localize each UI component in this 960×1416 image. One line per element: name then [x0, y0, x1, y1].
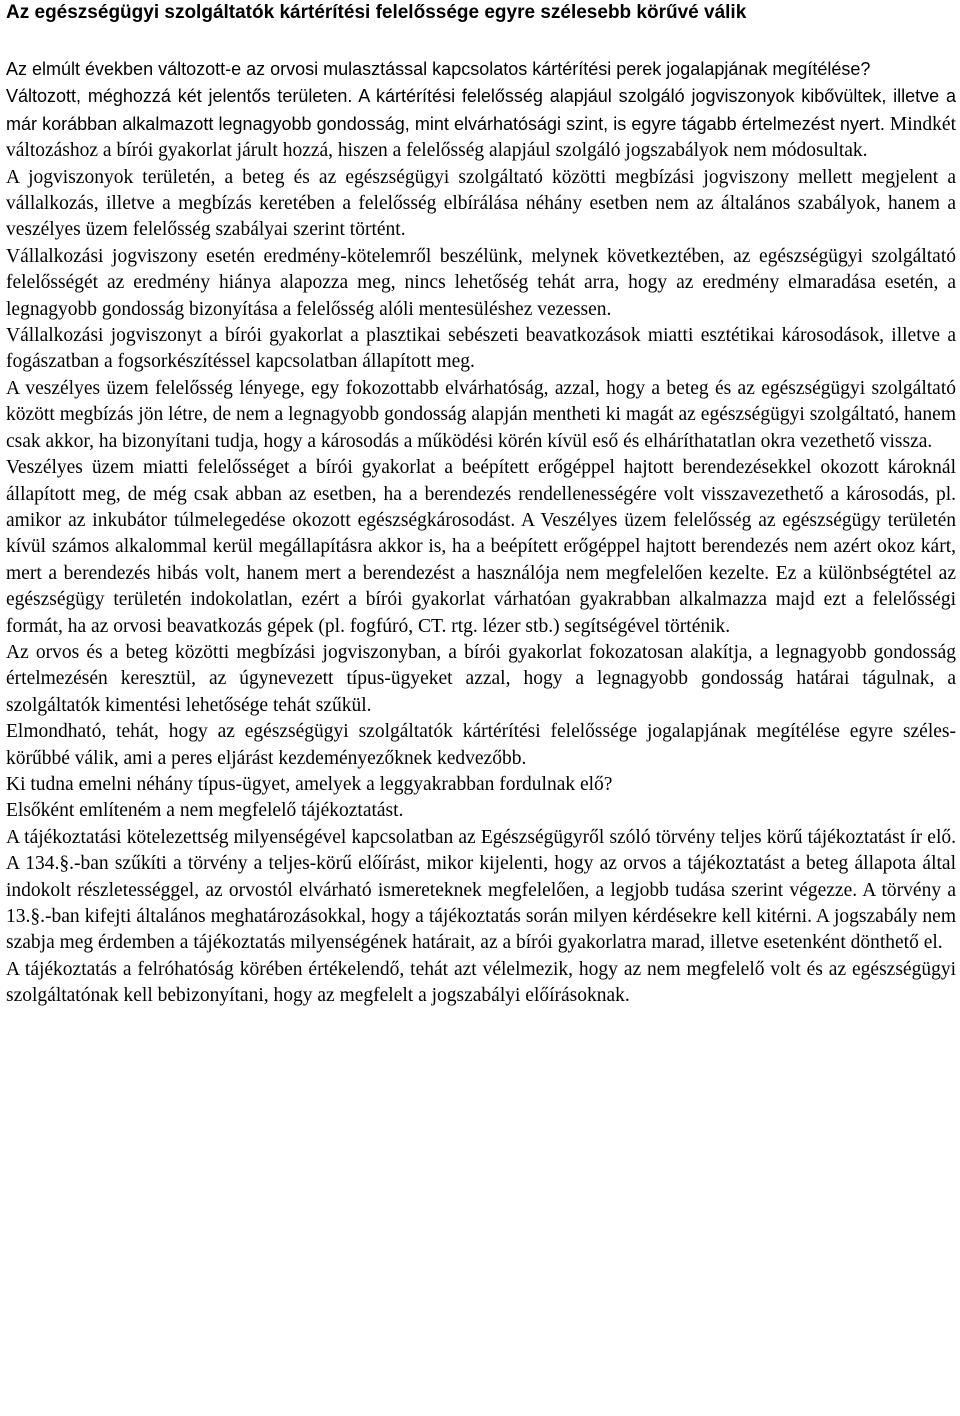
paragraph-text: Elmondható, tehát, hogy az egészségügyi szolgáltatók kártérítési felelőssége jogalapjának megítélése egyre széles-körűbbé válik, ami a peres eljárást kezdeményezőknek kedvezőbb.: [6, 721, 956, 769]
paragraph-text: Az orvos és a beteg közötti megbízási jogviszonyban, a bírói gyakorlat fokozatosan alakítja, a legnagyobb gondosság értelmezésén keresztül, az úgynevezett típus-ügyeket azzal, hogy a legnagyobb gondosság határai tágulnak, a szolgáltatók kimentési lehetősége tehát szűkül.: [6, 641, 956, 716]
paragraph-text: Elsőként említeném a nem megfelelő tájékoztatást.: [6, 800, 404, 822]
paragraph-text: Veszélyes üzem miatti felelősséget a bírói gyakorlat a beépített erőgéppel hajtott berendezésekkel okozott károknál állapított meg, de még csak abban az esetben, ha a berendezés rendellenességére volt visszavezethető a károsodás, pl. amikor az inkubátor túlmelegedése okozott egészségkárosodást. A Veszélyes üzem felelősség az egészségügy területén kívül számos alkalommal kerül megállapításra akkor is, ha a beépített erőgéppel hajtott berendezés nem azért okoz kárt, mert a berendezés hibás volt, hanem mert a berendezést a használója nem megfelelően kezelte. Ez a különbségtétel az egészségügy területén indokolatlan, ezért a bírói gyakorlat várhatóan gyakrabban alkalmazza majd ezt a felelősségi formát, ha az orvosi beavatkozás gépek (pl. fogfúró, CT. rtg. lézer stb.) segítségével történik.: [6, 457, 956, 637]
paragraph-text: A jogviszonyok területén, a beteg és az egészségügyi szolgáltató közötti megbízási jogviszony mellett megjelent a vállalkozás, illetve a megbízás keretében a felelősség elbírálása néhány esetben nem az általános szabályok, hanem a veszélyes üzem felelősség szabályai szerint történt.: [6, 166, 956, 241]
paragraph: [6, 376, 956, 455]
paragraph: [6, 825, 956, 957]
paragraph: [6, 165, 956, 244]
paragraph-text: Az elmúlt években változott-e az orvosi mulasztással kapcsolatos kártérítési perek jogalapjának megítélése?: [6, 59, 871, 79]
paragraph: [6, 719, 956, 772]
paragraph: [6, 455, 956, 640]
paragraph-text: Változott, méghozzá két jelentős területen. A kártérítési felelősség alapjául szolgáló jogviszonyok kibővültek, illetve a már korábban alkalmazott legnagyobb gondosság, mint elvárhatósági szint, is egyre tágabb értelmezést nyert.: [6, 86, 956, 134]
paragraph-text: Ki tudna emelni néhány típus-ügyet, amelyek a leggyakrabban fordulnak elő?: [6, 773, 613, 795]
paragraph-text: A tájékoztatási kötelezettség milyenségével kapcsolatban az Egészségügyről szóló törvény teljes körű tájékoztatást ír elő. A 134.§.-ban szűkíti a törvény a teljes-körű előírást, mikor kijelenti, hogy az orvos a tájékoztatást a beteg állapota által indokolt részletességgel, az orvostól elvárható ismereteknek megfelelően, a legjobb tudása szerint végezze. A törvény a 13.§.-ban kifejti általános meghatározásokkal, hogy a tájékoztatás során milyen kérdésekre kell kitérni. A jogszabály nem szabja meg érdemben a tájékoztatás milyenségének határait, az a bírói gyakorlatra marad, illetve esetenként dönthető el.: [6, 826, 956, 954]
paragraph-text: Vállalkozási jogviszonyt a bírói gyakorlat a plasztikai sebészeti beavatkozások miatti esztétikai károsodások, illetve a fogászatban a fogsorkészítéssel kapcsolatban állapított meg.: [6, 325, 956, 373]
paragraph: [6, 244, 956, 323]
document-page: [6, 0, 956, 1010]
paragraph: [6, 323, 956, 376]
paragraph-question: [6, 772, 956, 798]
paragraph: [6, 957, 956, 1010]
document-title: Az egészségügyi szolgáltatók kártérítési felelőssége egyre szélesebb körűvé válik: [6, 2, 747, 23]
paragraph-answer-intro: [6, 83, 956, 164]
paragraph-text: Mindkét változáshoz a bírói gyakorlat járult hozzá, hiszen a felelősség alapjául szolgáló jogszabályok nem módosultak.: [6, 113, 956, 162]
paragraph-text: Vállalkozási jogviszony esetén eredmény-kötelemről beszélünk, melynek következtében, az egészségügyi szolgáltató felelősségét az eredmény hiánya alapozza meg, nincs lehetőség tehát arra, hogy az eredmény elmaradása esetén, a legnagyobb gondosság bizonyítása a felelősség alóli mentesüléshez vezessen.: [6, 245, 956, 320]
paragraph-text: A veszélyes üzem felelősség lényege, egy fokozottabb elvárhatóság, azzal, hogy a beteg és az egészségügyi szolgáltató között megbízás jön létre, de nem a legnagyobb gondosság alapján mentheti ki magát az egészségügyi szolgáltató, hanem csak akkor, ha bizonyítani tudja, hogy a károsodás a működési körén kívül eső és elháríthatatlan okra vezethető vissza.: [6, 377, 956, 452]
document-body: [6, 56, 956, 1010]
paragraph: [6, 798, 956, 824]
paragraph: [6, 640, 956, 719]
paragraph-text: A tájékoztatás a felróhatóság körében értékelendő, tehát azt vélelmezik, hogy az nem megfelelő volt és az egészségügyi szolgáltatónak kell bebizonyítani, hogy az megfelelt a jogszabályi előírásoknak.: [6, 958, 956, 1007]
paragraph-question-intro: [6, 56, 956, 83]
